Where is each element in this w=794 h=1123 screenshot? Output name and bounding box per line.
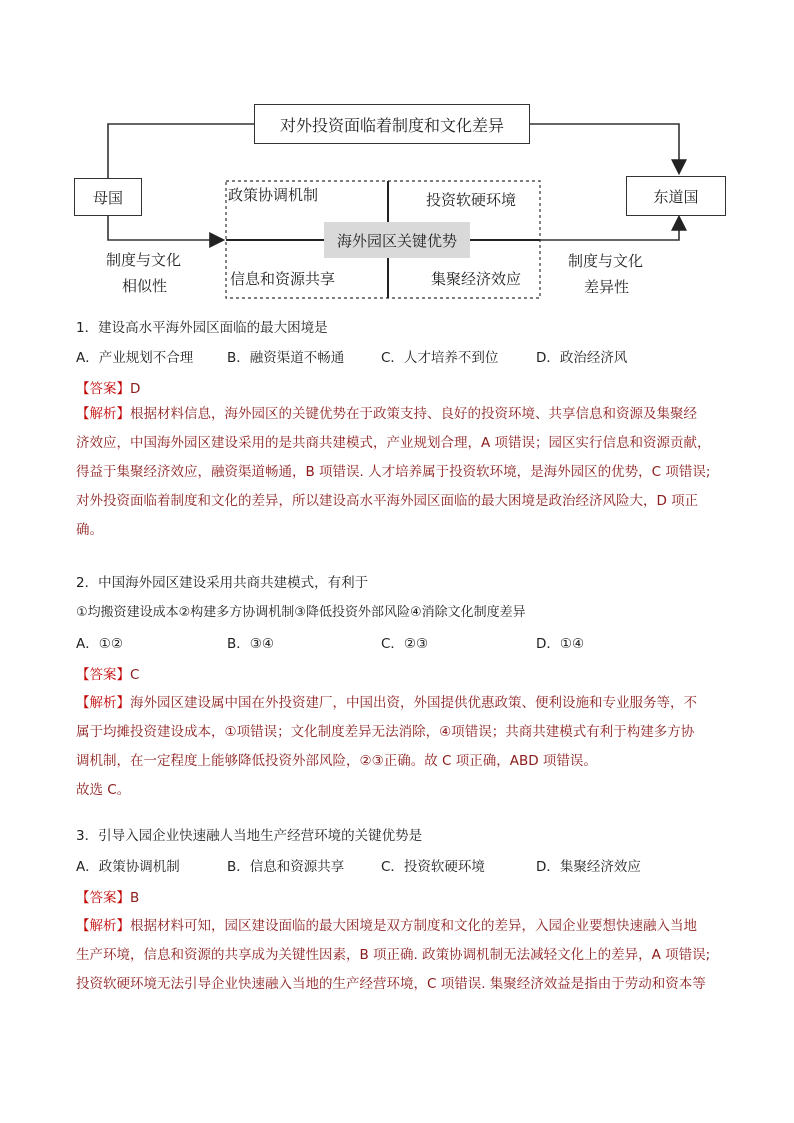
q1-explain-label: 【解析】	[76, 406, 130, 422]
q1-explain-text-3: 得益于集聚经济效应，融资渠道畅通，B 项错误. 人才培养属于投资软环境，是海外园区的优势，C 项错误;	[76, 464, 711, 480]
q2-option-b: B．③④	[227, 636, 274, 652]
q1-option-c: C．人才培养不到位	[381, 350, 499, 366]
q3-option-c: C．投资软硬环境	[381, 859, 485, 875]
top-box: 对外投资面临着制度和文化差异	[254, 104, 530, 144]
q3-explain-text-2: 生产环境，信息和资源的共享成为关键性因素，B 项正确. 政策协调机制无法减轻文化上的差异，A 项错误;	[76, 947, 711, 963]
q1-explain-text-2: 济效应，中国海外园区建设采用的是共商共建模式，产业规划合理，A 项错误；园区实行信息和资源贡献，	[76, 435, 711, 451]
bottom-right-arrow	[540, 218, 679, 240]
q2-explanation	[76, 689, 720, 805]
left-caption-1: 制度与文化	[106, 251, 182, 269]
q3-explain-text-3: 投资软硬环境无法引导企业快速融入当地的生产经营环境，C 项错误. 集聚经济效益是指由于劳动和资本等	[76, 976, 706, 992]
q2-explain-text-1: 海外园区建设属中国在外投资建厂，中国出资，外国提供优惠政策、便利设施和专业服务等，不	[130, 695, 697, 711]
q1-answer	[76, 377, 140, 397]
q3-stem: 3．引导入园企业快速融人当地生产经营环境的关键优势是	[76, 828, 423, 844]
top-left-connector	[108, 124, 254, 180]
q3-explain-text-1: 根据材料可知，园区建设面临的最大困境是双方制度和文化的差异，入园企业要想快速融入当地	[130, 918, 697, 934]
q3-explain-line	[76, 912, 720, 941]
q3-explain-label: 【解析】	[76, 918, 130, 934]
q1-explain-line	[76, 400, 720, 429]
q2-conclusion: 故选 C。	[76, 782, 131, 798]
q1-option-b: B．融资渠道不畅通	[227, 350, 345, 366]
q1-option-a: A．产业规划不合理	[76, 350, 194, 366]
bottom-left-arrow	[108, 215, 222, 240]
q1-explain-text-1: 根据材料信息，海外园区的关键优势在于政策支持、良好的投资环境、共享信息和资源及集聚经	[130, 406, 697, 422]
quadrant-top-right: 投资软硬环境	[426, 191, 517, 209]
q1-explain-text-4: 对外投资面临着制度和文化的差异，所以建设高水平海外园区面临的最大困境是政治经济风险大，D 项正	[76, 493, 699, 509]
q2-explain-label: 【解析】	[76, 695, 130, 711]
q1-answer-label: 【答案】	[76, 381, 130, 397]
q3-option-b: B．信息和资源共享	[227, 859, 345, 875]
q1-explain-text-5: 确。	[76, 522, 103, 538]
q1-option-d: D．政治经济风	[536, 350, 628, 366]
q2-option-c: C．②③	[381, 636, 429, 652]
q2-answer	[76, 663, 139, 683]
right-caption-2: 差异性	[584, 278, 630, 296]
q3-answer-value: B	[130, 890, 140, 906]
diagram	[0, 0, 794, 310]
q2-explain-text-3: 调机制，在一定程度上能够降低投资外部风险，②③正确。故 C 项正确，ABD 项错误。	[76, 753, 597, 769]
left-caption-2: 相似性	[122, 277, 168, 295]
quadrant-bottom-right: 集聚经济效应	[431, 270, 522, 288]
top-right-connector	[530, 124, 679, 172]
q3-explanation	[76, 912, 720, 999]
right-caption-1: 制度与文化	[568, 252, 644, 270]
q3-option-d: D．集聚经济效应	[536, 859, 641, 875]
quadrant-top-left: 政策协调机制	[228, 186, 319, 204]
quadrant-bottom-left: 信息和资源共享	[230, 270, 336, 288]
q2-option-a: A．①②	[76, 636, 123, 652]
q2-explain-text-2: 属于均摊投资建设成本，①项错误；文化制度差异无法消除，④项错误；共商共建模式有利于构建多方协	[76, 724, 695, 740]
q1-explanation	[76, 400, 720, 545]
q2-option-d: D．①④	[536, 636, 585, 652]
q3-answer-label: 【答案】	[76, 890, 130, 906]
q3-answer	[76, 886, 139, 906]
q1-stem: 1．建设高水平海外园区面临的最大困境是	[76, 320, 328, 336]
center-label: 海外园区关键优势	[324, 222, 470, 258]
q2-answer-label: 【答案】	[76, 667, 130, 683]
host-country-box: 东道国	[626, 176, 726, 216]
q1-answer-value: D	[130, 381, 141, 397]
q2-answer-value: C	[130, 667, 140, 683]
q2-stem: 2．中国海外园区建设采用共商共建模式，有利于	[76, 575, 369, 591]
q2-sub-statements: ①均搬资建设成本②构建多方协调机制③降低投资外部风险④消除文化制度差异	[76, 605, 526, 620]
q2-explain-line	[76, 689, 720, 718]
q3-option-a: A．政策协调机制	[76, 859, 180, 875]
home-country-box: 母国	[74, 178, 142, 216]
